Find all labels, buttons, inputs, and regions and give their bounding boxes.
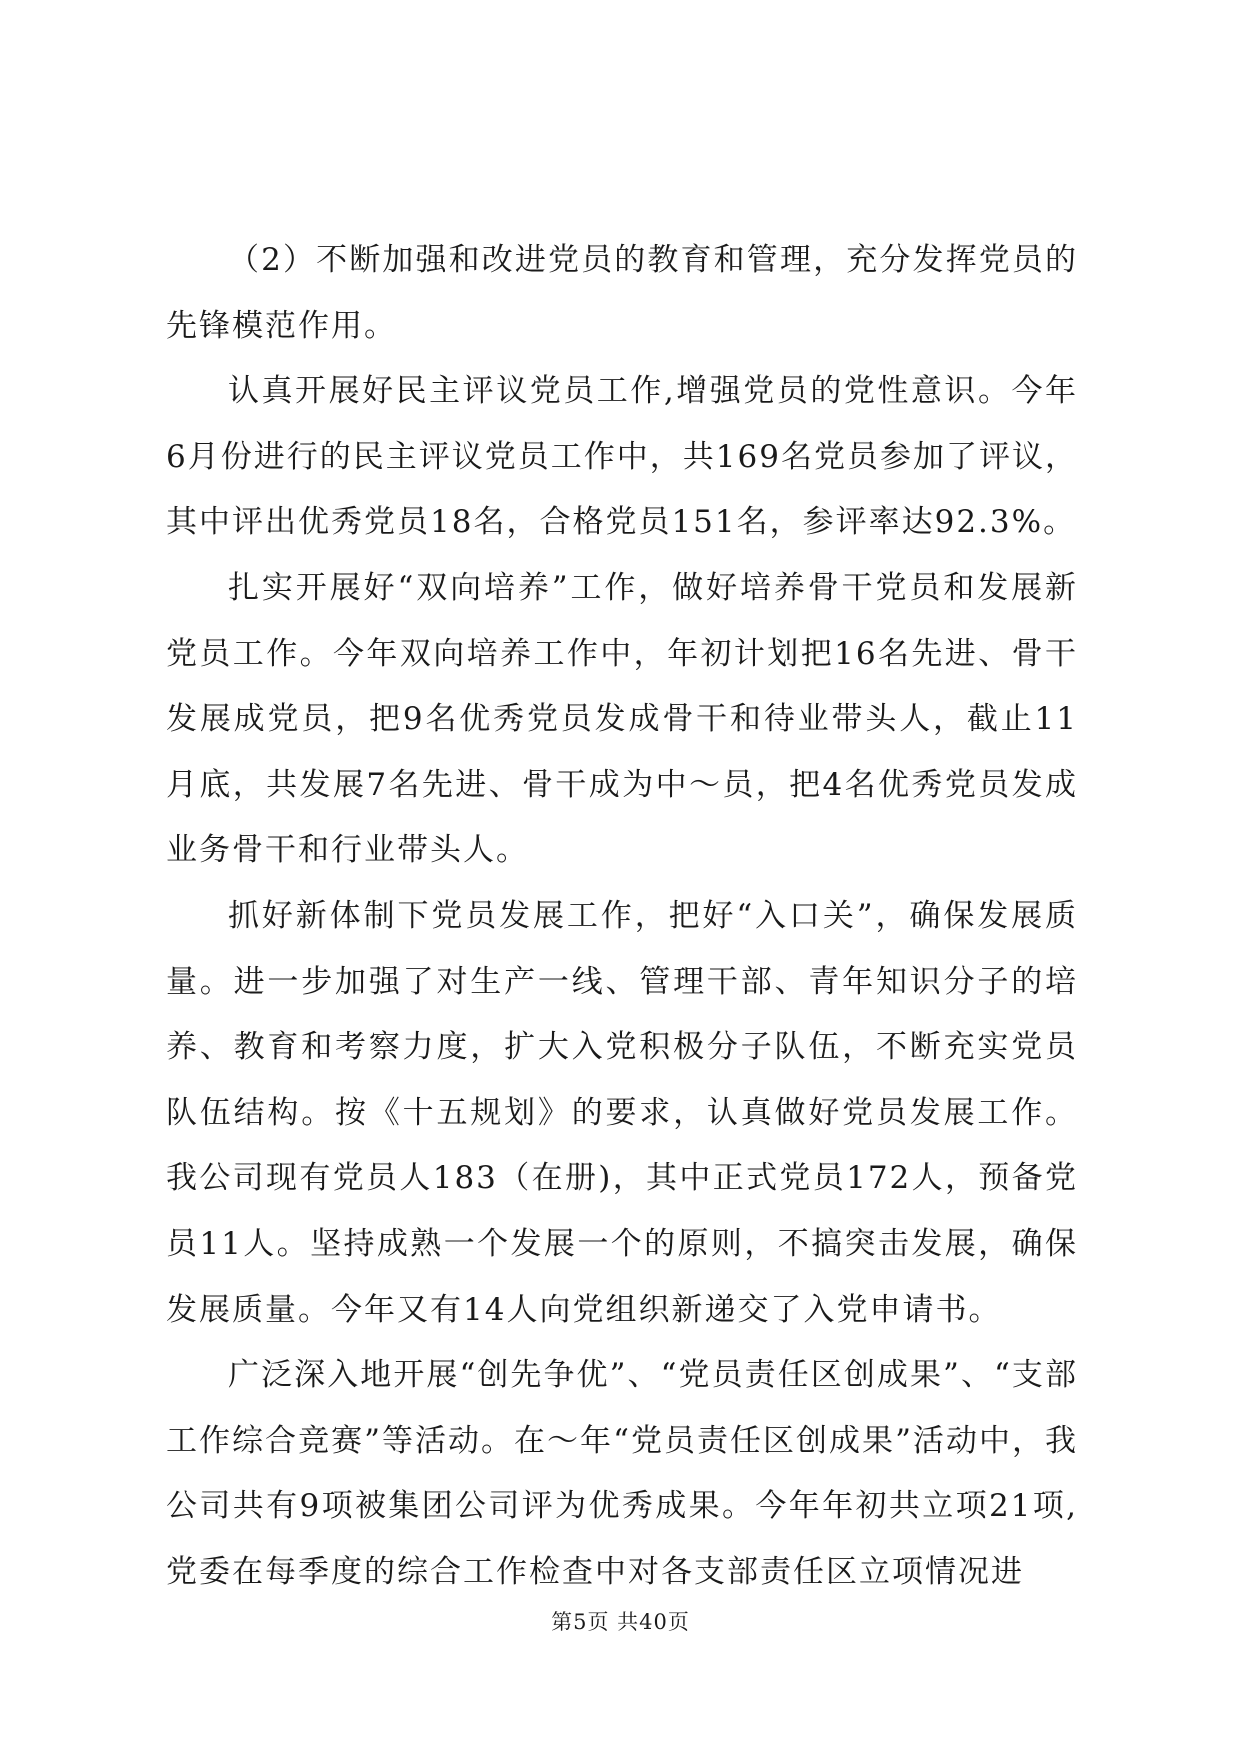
document-body: [166, 228, 1078, 1605]
paragraph-education-management: （2）不断加强和改进党员的教育和管理，充分发挥党员的先锋模范作用。: [166, 242, 1078, 344]
page-number-footer: 第5页 共40页: [551, 1610, 690, 1634]
paragraph-member-development: 抓好新体制下党员发展工作，把好“入口关”，确保发展质量。进一步加强了对生产一线、管理干部、青年知识分子的培养、教育和考察力度，扩大入党积极分子队伍，不断充实党员队伍结构。按《十五规划》的要求，认真做好党员发展工作。我公司现有党员人183（在册)，其中正式党员172人，预备党员11人。坚持成熟一个发展一个的原则，不搞突击发展，确保发展质量。今年又有14人向党组织新递交了入党申请书。: [166, 897, 1078, 1328]
paragraph-excellence-activities: 广泛深入地开展“创先争优”、“党员责任区创成果”、“支部工作综合竞赛”等活动。在～年“党员责任区创成果”活动中，我公司共有9项被集团公司评为优秀成果。今年年初共立项21项,党委在每季度的综合工作检查中对各支部责任区立项情况进: [166, 1357, 1078, 1590]
paragraph-dual-training: 扎实开展好“双向培养”工作，做好培养骨干党员和发展新党员工作。今年双向培养工作中，年初计划把16名先进、骨干发展成党员，把9名优秀党员发成骨干和待业带头人，截止11月底，共发展7名先进、骨干成为中～员，把4名优秀党员发成业务骨干和行业带头人。: [166, 569, 1078, 869]
paragraph-democratic-evaluation: 认真开展好民主评议党员工作,增强党员的党性意识。今年6月份进行的民主评议党员工作中，共169名党员参加了评议，其中评出优秀党员18名，合格党员151名，参评率达92.3%。: [166, 373, 1078, 541]
